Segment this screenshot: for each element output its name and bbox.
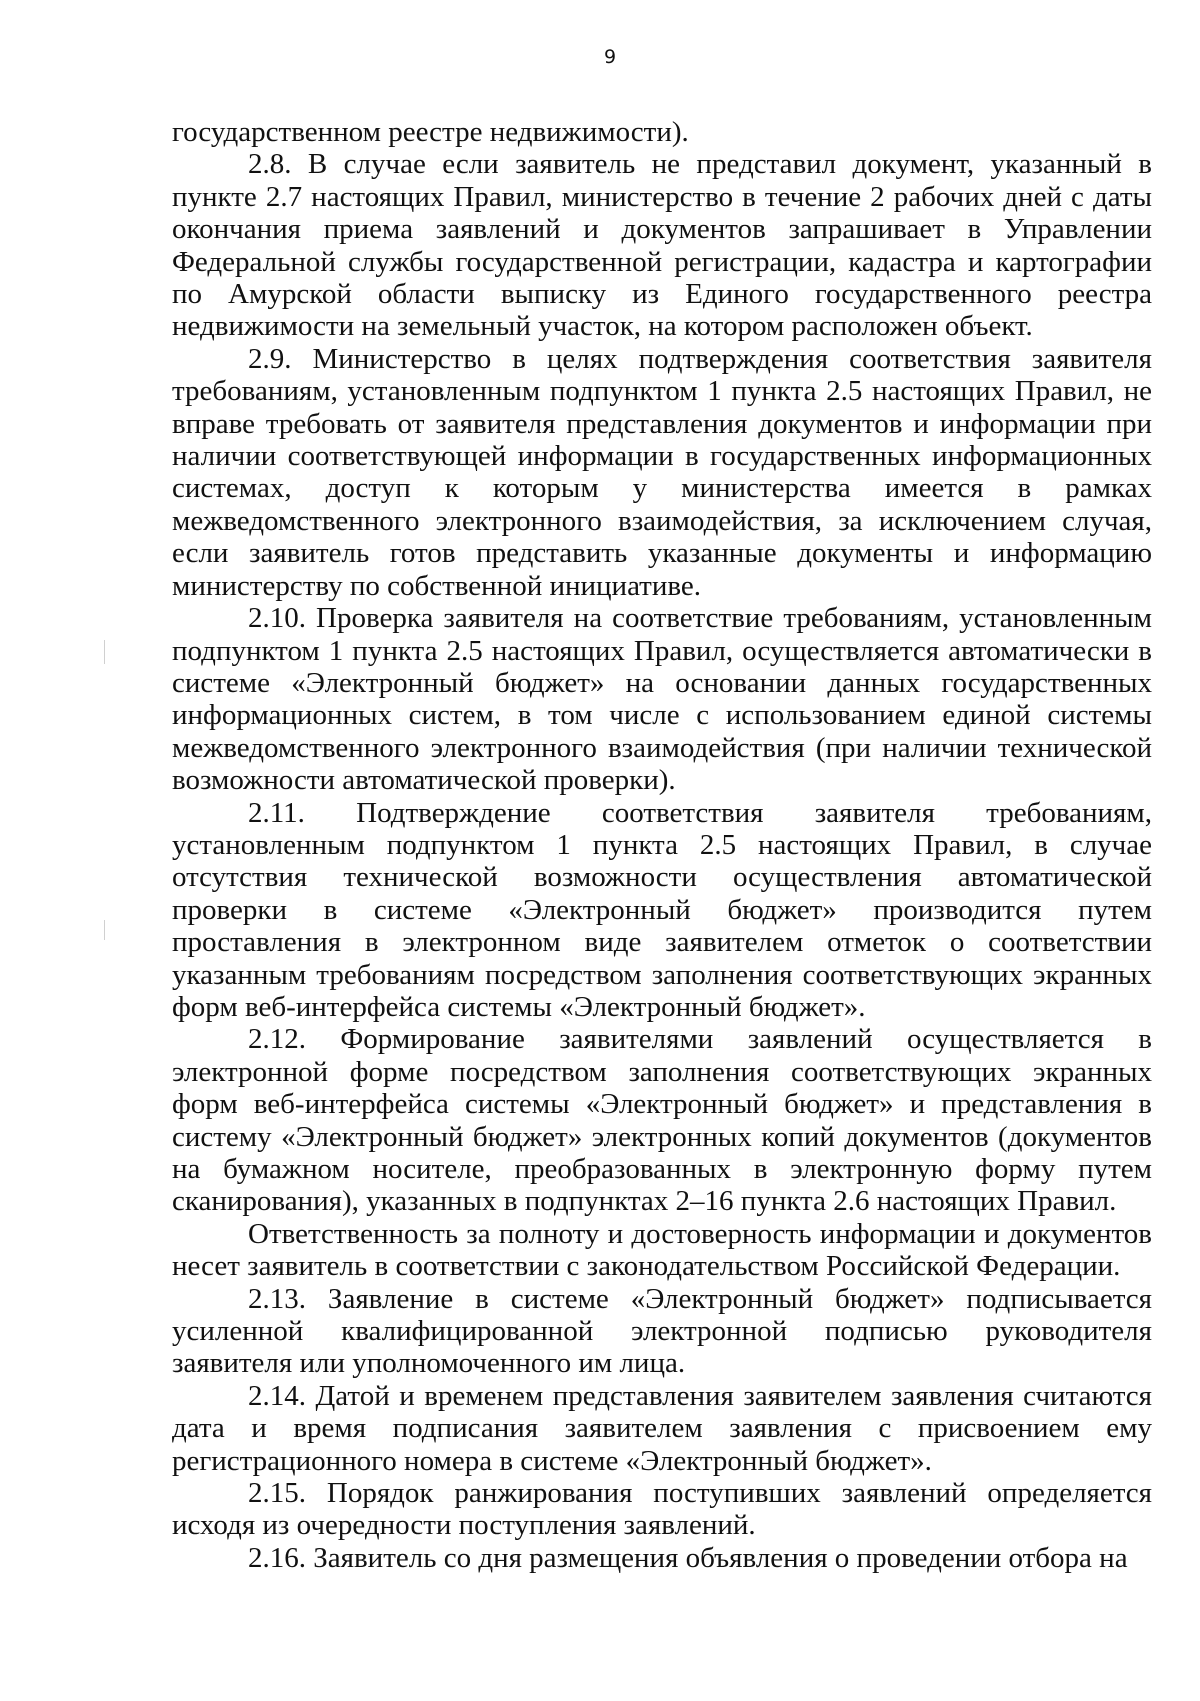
scan-margin-mark xyxy=(104,920,105,940)
scan-margin-mark xyxy=(104,640,105,664)
paragraph-2-13: 2.13. Заявление в системе «Электронный бюджет» подписывается усиленной квалифицированной электронной подписью руководителя заявителя или уполномоченного им лица. xyxy=(172,1282,1152,1380)
paragraph-responsibility: Ответственность за полноту и достоверность информации и документов несет заявитель в соответствии с законодательством Российской Федерации. xyxy=(172,1217,1152,1283)
paragraph-continuation: государственном реестре недвижимости). xyxy=(172,116,689,148)
paragraph-2-10: 2.10. Проверка заявителя на соответствие требованиям, установленным подпунктом 1 пункта 2.5 настоящих Правил, осуществляется автоматически в системе «Электронный бюджет» на основании данных государственных информационных систем, в том числе с использованием единой системы межведомственного электронного взаимодействия (при наличии технической возможности автоматической проверки). xyxy=(172,602,1152,797)
document-body xyxy=(172,116,1152,1574)
page-number: 9 xyxy=(603,46,617,68)
paragraph-2-12: 2.12. Формирование заявителями заявлений осуществляется в электронной форме посредством заполнения соответствующих экранных форм веб-интерфейса системы «Электронный бюджет» и представления в систему «Электронный бюджет» электронных копий документов (документов на бумажном носителе, преобразованных в электронную форму путем сканирования), указанных в подпунктах 2–16 пункта 2.6 настоящих Правил. xyxy=(172,1023,1152,1218)
paragraph-2-11: 2.11. Подтверждение соответствия заявителя требованиям, установленным подпунктом 1 пункта 2.5 настоящих Правил, в случае отсутствия технической возможности осуществления автоматической проверки в системе «Электронный бюджет» производится путем проставления в электронном виде заявителем отметок о соответствии указанным требованиям посредством заполнения соответствующих экранных форм веб-интерфейса системы «Электронный бюджет». xyxy=(172,796,1152,1023)
paragraph-2-8: 2.8. В случае если заявитель не представил документ, указанный в пункте 2.7 настоящих Правил, министерство в течение 2 рабочих дней с даты окончания приема заявлений и документов запрашивает в Управлении Федеральной службы государственной регистрации, кадастра и картографии по Амурской области выписку из Единого государственного реестра недвижимости на земельный участок, на котором расположен объект. xyxy=(172,148,1152,343)
paragraph-2-15: 2.15. Порядок ранжирования поступивших заявлений определяется исходя из очередности поступления заявлений. xyxy=(172,1477,1152,1542)
paragraph-2-14: 2.14. Датой и временем представления заявителем заявления считаются дата и время подписания заявителем заявления с присвоением ему регистрационного номера в системе «Электронный бюджет». xyxy=(172,1379,1152,1477)
paragraph-2-9: 2.9. Министерство в целях подтверждения соответствия заявителя требованиям, установленным подпунктом 1 пункта 2.5 настоящих Правил, не вправе требовать от заявителя представления документов и информации при наличии соответствующей информации в государственных информационных системах, доступ к которым у министерства имеется в рамках межведомственного электронного взаимодействия, за исключением случая, если заявитель готов представить указанные документы и информацию министерству по собственной инициативе. xyxy=(172,342,1152,602)
paragraph-2-16: 2.16. Заявитель со дня размещения объявления о проведении отбора на xyxy=(248,1541,1128,1574)
